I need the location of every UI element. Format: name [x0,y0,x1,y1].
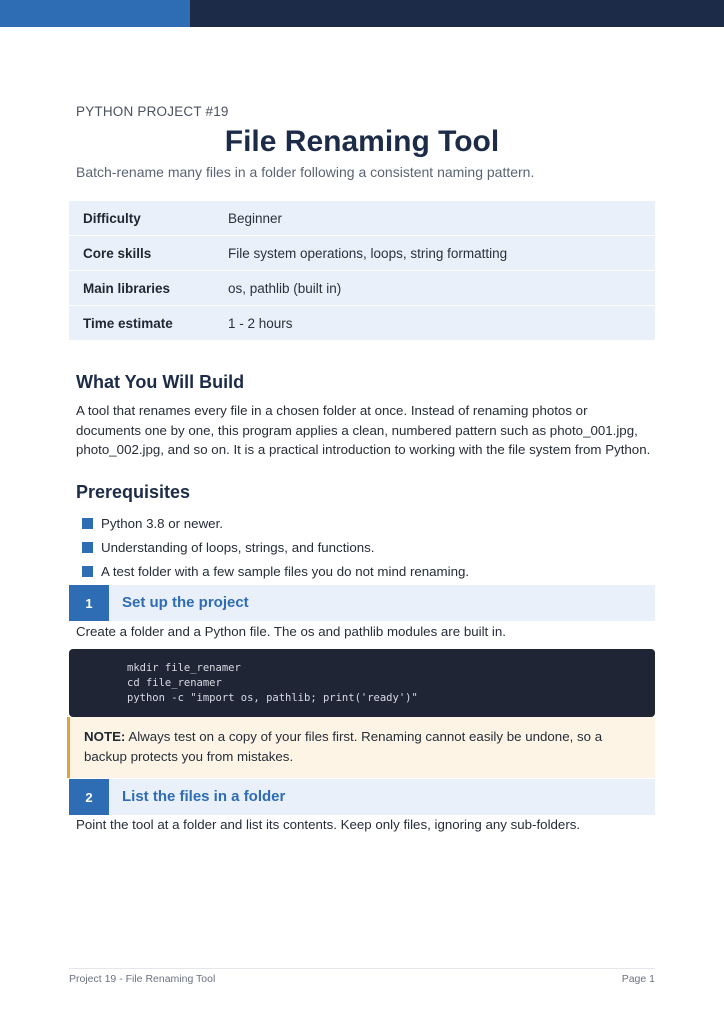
page-title: File Renaming Tool [224,125,500,158]
info-row [69,306,655,341]
top-header-bar [190,0,724,27]
footer-divider [69,968,655,969]
step-number-badge: 1 [69,585,109,621]
note-callout [67,717,655,778]
bullet-square-icon [82,566,93,577]
info-key: Main libraries [69,271,214,306]
note-body: Always test on a copy of your files first. Renaming cannot easily be undone, so a backup protects you from mistakes. [84,729,603,764]
list-item [82,511,469,535]
info-key: Difficulty [69,201,214,236]
step-number-badge: 2 [69,779,109,815]
footer-project-label: Project 19 - File Renaming Tool [69,973,216,985]
step-2-header [69,779,655,815]
info-value: os, pathlib (built in) [214,271,655,306]
list-item [82,559,469,583]
step-1-header [69,585,655,621]
bullet-square-icon [82,542,93,553]
build-paragraph: A tool that renames every file in a chosen folder at once. Instead of renaming photos or documents one by one, this program applies a clean, numbered pattern such as photo_001.jpg, photo_002.jpg, and so on. It is a practical introduction to working with the file system from Python. [76,403,651,457]
info-row [69,201,655,236]
note-label: NOTE: [84,729,126,744]
code-line: mkdir file_renamer [127,662,241,674]
info-key: Core skills [69,236,214,271]
list-item-text: Python 3.8 or newer. [101,515,223,531]
code-line: cd file_renamer [127,677,222,689]
info-value: Beginner [214,201,655,236]
list-item-text: Understanding of loops, strings, and functions. [101,539,375,555]
code-block [69,649,655,717]
list-item [82,535,469,559]
info-key: Time estimate [69,306,214,341]
info-row [69,271,655,306]
step-2-text: Point the tool at a folder and list its contents. Keep only files, ignoring any sub-folders. [76,817,581,832]
note-text [84,727,644,766]
step-title: List the files in a folder [122,788,286,805]
prerequisites-heading: Prerequisites [76,482,191,502]
step-1-text: Create a folder and a Python file. The os and pathlib modules are built in. [76,624,506,639]
project-eyebrow: PYTHON PROJECT #19 [76,104,229,119]
project-info-table [69,201,655,341]
code-line: python -c "import os, pathlib; print('ready')" [127,692,418,704]
bullet-square-icon [82,518,93,529]
step-title: Set up the project [122,594,249,611]
build-heading: What You Will Build [76,372,245,392]
page-subtitle: Batch-rename many files in a folder following a consistent naming pattern. [76,164,535,180]
top-accent-bar [0,0,190,27]
footer-page-number: Page 1 [621,973,655,985]
list-item-text: A test folder with a few sample files you do not mind renaming. [101,563,470,579]
info-row [69,236,655,271]
info-value: 1 - 2 hours [214,306,655,341]
prerequisites-list [82,511,469,583]
info-value: File system operations, loops, string formatting [214,236,655,271]
